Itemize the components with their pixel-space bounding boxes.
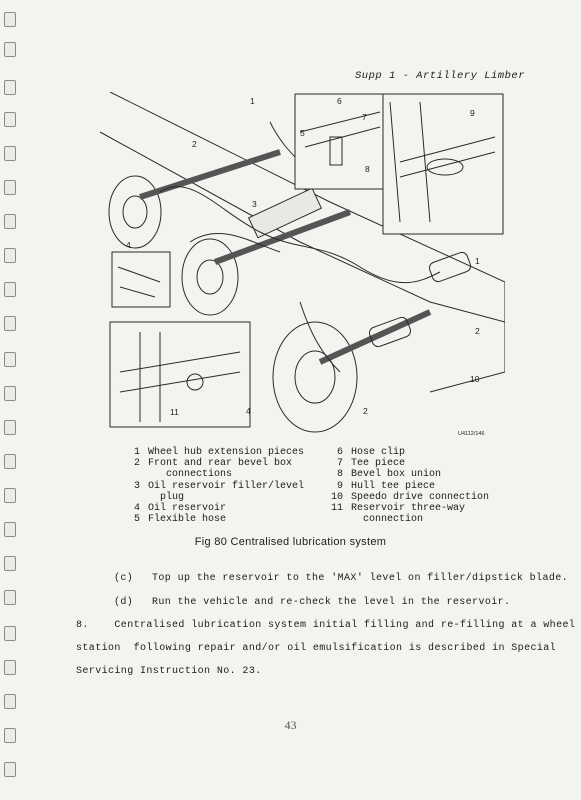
callout-label: 7 [362, 112, 367, 122]
legend-text: Hull tee piece [351, 480, 436, 492]
legend-item [122, 503, 322, 514]
callout-label: 11 [170, 407, 179, 417]
legend-text: Speedo drive connection [351, 491, 490, 503]
legend-item [122, 514, 322, 525]
callout-label: 6 [337, 96, 342, 106]
binder-hole [4, 386, 16, 401]
callout-label: 8 [365, 164, 370, 174]
callout-label: 2 [363, 406, 368, 416]
legend-item [325, 492, 515, 503]
legend-text: plug [160, 491, 185, 503]
legend-number: 7 [336, 458, 343, 470]
binder-hole [4, 556, 16, 571]
binder-hole [4, 590, 16, 605]
binder-hole [4, 42, 16, 57]
legend-item [325, 458, 515, 469]
callout-label: 2 [192, 139, 197, 149]
legend-left [122, 447, 322, 525]
legend-number: 11 [330, 503, 343, 515]
binder-hole [4, 112, 16, 127]
binder-holes [0, 0, 30, 800]
legend-item [122, 447, 322, 458]
legend-text: Wheel hub extension pieces [148, 447, 305, 458]
binder-hole [4, 488, 16, 503]
running-title: Supp 1 - Artillery Limber [354, 70, 525, 82]
legend-number: 10 [330, 491, 343, 503]
legend-text: Hose clip [351, 447, 406, 458]
binder-hole [4, 12, 16, 27]
legend-item [122, 458, 322, 480]
legend-text: Reservoir three-way [351, 503, 466, 515]
binder-hole [4, 180, 16, 195]
callout-label: 1 [475, 256, 480, 266]
legend-text: Bevel box union [351, 469, 442, 481]
legend-right [325, 447, 515, 525]
step-c [114, 573, 568, 584]
page-number: 43 [284, 718, 297, 732]
callout-label: 9 [470, 108, 475, 118]
legend-text: Flexible hose [148, 514, 227, 526]
binder-hole [4, 248, 16, 263]
binder-hole [4, 282, 16, 297]
legend-item [122, 481, 322, 503]
callout-label: 1 [250, 96, 255, 106]
figure-ref-code: U4112/146 [458, 431, 485, 437]
legend-number: 3 [133, 480, 140, 492]
step-text: Run the vehicle and re-check the level in the reservoir. [152, 597, 511, 608]
paragraph-line: 8. Centralised lubrication system initial filling and re-filling at a wheel [76, 620, 576, 631]
legend-number: 2 [133, 458, 140, 470]
binder-hole [4, 660, 16, 675]
callout-label: 3 [252, 199, 257, 209]
binder-hole [4, 694, 16, 709]
binder-hole [4, 522, 16, 537]
callout-label: 10 [470, 374, 480, 384]
step-d [114, 597, 510, 608]
callout-label: 4 [246, 406, 251, 416]
legend-item [325, 469, 515, 480]
paragraph-line: Servicing Instruction No. 23. [76, 666, 262, 677]
step-tag: (d) [114, 597, 134, 608]
legend-number: 6 [336, 447, 343, 458]
binder-hole [4, 80, 16, 95]
lubrication-system-illustration [100, 92, 505, 442]
figure-caption: Fig 80 Centralised lubrication system [194, 536, 387, 548]
binder-hole [4, 762, 16, 777]
legend-text: connection [363, 514, 424, 526]
step-text: Top up the reservoir to the 'MAX' level on filler/dipstick blade. [152, 573, 569, 584]
legend-number: 5 [133, 514, 140, 526]
callout-label: 5 [300, 128, 305, 138]
legend-item [325, 503, 515, 525]
binder-hole [4, 352, 16, 367]
binder-hole [4, 316, 16, 331]
legend-number: 8 [336, 469, 343, 481]
binder-hole [4, 214, 16, 229]
legend-number: 9 [336, 480, 343, 492]
step-tag: (c) [114, 573, 134, 584]
binder-hole [4, 420, 16, 435]
legend-item [325, 447, 515, 458]
legend-text: Oil reservoir filler/level [148, 480, 305, 492]
legend-text: Oil reservoir [148, 503, 227, 515]
legend-number: 4 [133, 503, 140, 515]
callout-label: 2 [475, 326, 480, 336]
legend-text: connections [166, 469, 233, 481]
binder-hole [4, 454, 16, 469]
legend-item [325, 481, 515, 492]
binder-hole [4, 626, 16, 641]
legend-text: Tee piece [351, 458, 406, 470]
legend-number: 1 [133, 447, 140, 458]
callout-label: 4 [126, 240, 131, 250]
legend-text: Front and rear bevel box [148, 458, 293, 470]
paragraph-line: station following repair and/or oil emulsification is described in Special [76, 643, 557, 654]
binder-hole [4, 146, 16, 161]
